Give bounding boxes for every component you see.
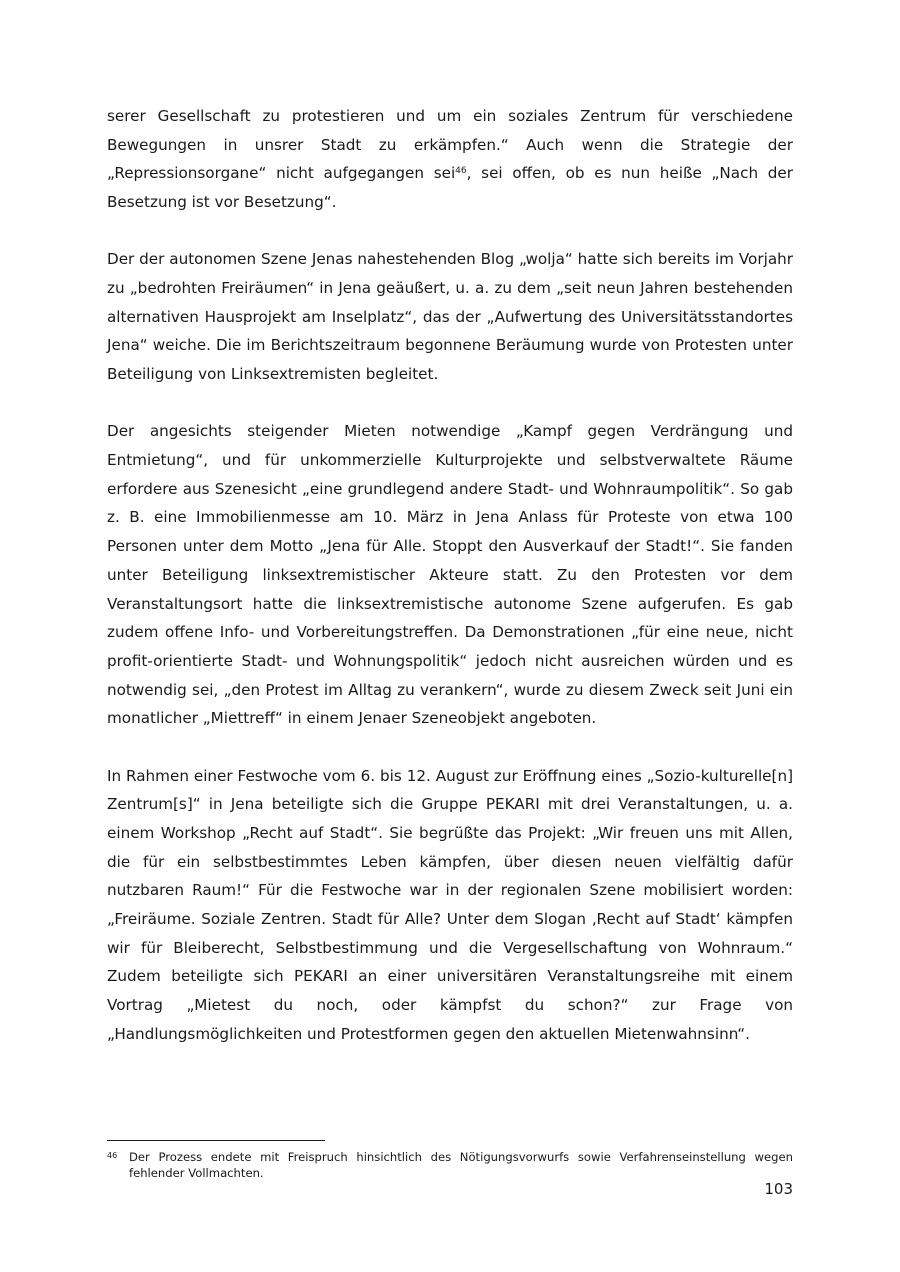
footnote-text: Der Prozess endete mit Freispruch hinsichtlich des Nötigungsvorwurfs sowie Verfahrenseinstellung wegen fehlender Vollmachten. (129, 1150, 793, 1180)
footnote-separator (107, 1140, 325, 1141)
paragraph-1-text-after-ref: , sei offen, ob es nun heiße „Nach der Besetzung ist vor Besetzung“. (107, 164, 793, 212)
paragraph-3: Der angesichts steigender Mieten notwendige „Kampf gegen Verdrängung und Entmietung“, und für unkommerzielle Kulturprojekte und selbstverwaltete Räume erfordere aus Szenesicht „eine grundlegend andere Stadt- und Wohnraumpolitik“. So gab z. B. eine Immobilienmesse am 10. März in Jena Anlass für Proteste von etwa 100 Personen unter dem Motto „Jena für Alle. Stoppt den Ausverkauf der Stadt!“. Sie fanden unter Beteiligung linksextremistischer Akteure statt. Zu den Protesten vor dem Veranstaltungsort hatte die linksextremistische autonome Szene aufgerufen. Es gab zudem offene Info- und Vorbereitungstreffen. Da Demonstrationen „für eine neue, nicht profit-orientierte Stadt- und Wohnungspolitik“ jedoch nicht ausreichen würden und es notwendig sei, „den Protest im Alltag zu verankern“, wurde zu diesem Zweck seit Juni ein monatlicher „Miettreff“ in einem Jenaer Szeneobjekt angeboten. (107, 422, 793, 728)
footnote-reference-46: 46 (455, 166, 467, 177)
paragraph-4: In Rahmen einer Festwoche vom 6. bis 12. August zur Eröffnung eines „Sozio-kulturelle[n] Zentrum[s]“ in Jena beteiligte sich die Gruppe PEKARI mit drei Veranstaltungen, u. a. einem Workshop „Recht auf Stadt“. Sie begrüßte das Projekt: „Wir freuen uns mit Allen, die für ein selbstbestimmtes Leben kämpfen, über diesen neuen vielfältig dafür nutzbaren Raum!“ Für die Festwoche war in der regionalen Szene mobilisiert worden: „Freiräume. Soziale Zentren. Stadt für Alle? Unter dem Slogan ‚Recht auf Stadt‘ kämpfen wir für Bleiberecht, Selbstbestimmung und die Vergesellschaftung von Wohnraum.“ Zudem beteiligte sich PEKARI an einer universitären Veranstaltungsreihe mit einem Vortrag „Mietest du noch, oder kämpfst du schon?“ zur Frage von „Handlungsmöglichkeiten und Protestformen gegen den aktuellen Mietenwahnsinn“. (107, 766, 793, 1043)
paragraph-2: Der der autonomen Szene Jenas nahestehenden Blog „wolja“ hatte sich bereits im Vorjahr zu „bedrohten Freiräumen“ in Jena geäußert, u. a. zu dem „seit neun Jahren bestehenden alternativen Hausprojekt am Inselplatz“, das der „Aufwertung des Universitätsstandortes Jena“ weiche. Die im Berichtszeitraum begonnene Beräumung wurde von Protesten unter Beteiligung von Linksextremisten begleitet. (107, 250, 793, 384)
page-number: 103 (764, 1180, 793, 1198)
footnote-number: 46 (107, 1151, 118, 1160)
paragraph-1 (107, 102, 793, 217)
footnote-46 (107, 1150, 793, 1181)
paragraph-1-text-before-ref: serer Gesellschaft zu protestieren und um ein soziales Zentrum für verschiedene Bewegungen in unsrer Stadt zu erkämpfen.“ Auch wenn die Strategie der „Repressionsorgane“ nicht aufgegangen sei (107, 107, 793, 183)
body-text (107, 102, 793, 1077)
